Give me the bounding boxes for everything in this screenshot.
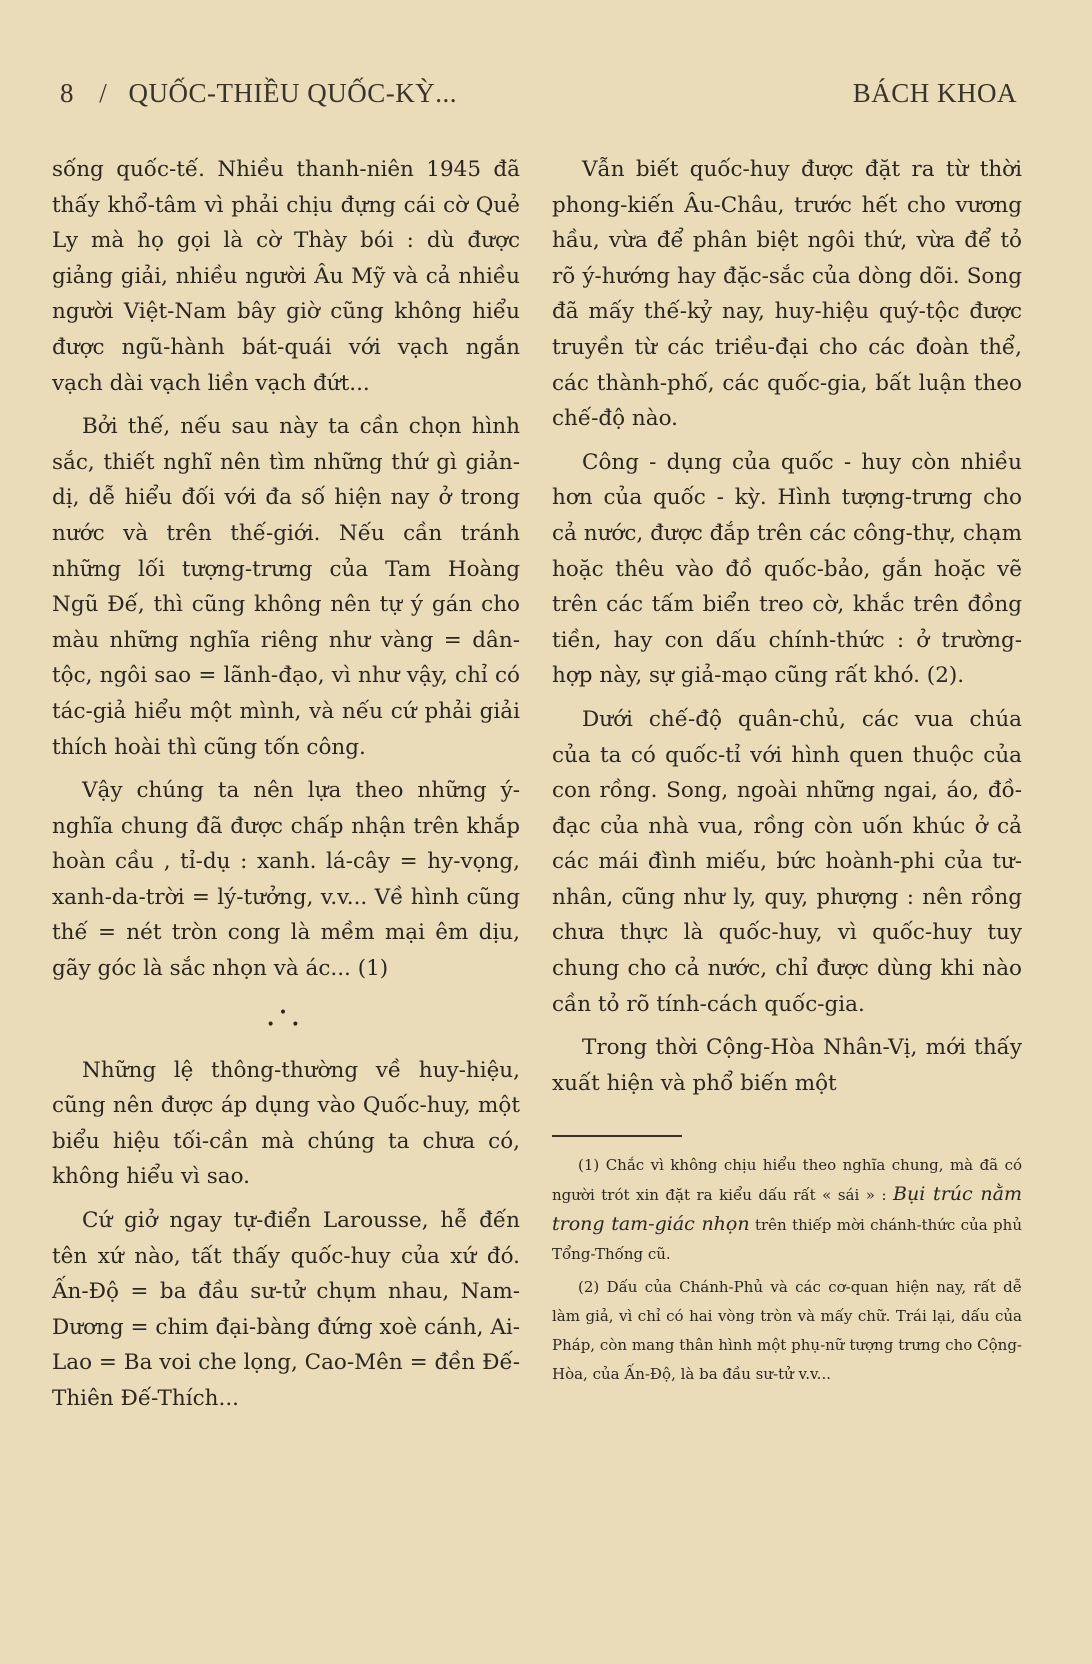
left-paragraph-4: Những lệ thông-thường về huy-hiệu, cũng nên được áp dụng vào Quốc-huy, một biểu hiệu tối-cần mà chúng ta chưa có, không hiểu vì sao. <box>52 1057 520 1190</box>
page-number: 8 <box>60 78 74 108</box>
right-paragraph-4: Trong thời Cộng-Hòa Nhân-Vị, mới thấy xuất hiện và phổ biến một <box>552 1035 1022 1096</box>
left-paragraph-2: Bởi thế, nếu sau này ta cần chọn hình sắc, thiết nghĩ nên tìm những thứ gì giản-dị, dễ hiểu đối với đa số hiện nay ở trong nước và trên thế-giới. Nếu cần tránh những lối tượng-trưng của Tam Hoàng Ngũ Đế, thì cũng không nên tự ý gán cho màu những nghĩa riêng như vàng = dân-tộc, ngôi sao = lãnh-đạo, vì như vậy, chỉ có tác-giả hiểu một mình, và nếu cứ phải giải thích hoài thì cũng tốn công. <box>52 414 520 760</box>
left-column <box>52 152 520 1417</box>
footnotes <box>552 1151 1022 1389</box>
left-paragraph-5: Cứ giở ngay tự-điển Larousse, hễ đến tên xứ nào, tất thấy quốc-huy của xứ đó. Ấn-Độ = ba đầu sư-tử chụm nhau, Nam-Dương = chim đại-bàng đứng xoè cánh, Ai-Lao = Ba voi che lọng, Cao-Mên = đền Đế-Thiên Đế-Thích... <box>52 1208 520 1411</box>
right-paragraph-1: Vẫn biết quốc-huy được đặt ra từ thời phong-kiến Âu-Châu, trước hết cho vương hầu, vừa để phân biệt ngôi thứ, vừa để tỏ rõ ý-hướng hay đặc-sắc của dòng dõi. Song đã mấy thế-kỷ nay, huy-hiệu quý-tộc được truyền từ các triều-đại cho các đoàn thể, các thành-phố, các quốc-gia, bất luận theo chế-độ nào. <box>552 157 1022 432</box>
separator-bottom: • • <box>266 1016 306 1033</box>
section-separator <box>52 1004 520 1033</box>
footnote-1-italic: Bụi trúc nằm trong tam-giác nhọn <box>552 1183 1022 1236</box>
footnote-1-tail: trên thiếp mời chánh-thức của phủ Tổng-Thống cũ. <box>552 1216 1022 1264</box>
left-paragraph-1: sống quốc-tế. Nhiều thanh-niên 1945 đã thấy khổ-tâm vì phải chịu đựng cái cờ Quẻ Ly mà họ gọi là cờ Thày bói : dù được giảng giải, nhiều người Âu Mỹ và cả nhiều người Việt-Nam bây giờ cũng không hiểu được ngũ-hành bát-quái với vạch ngắn vạch dài vạch liền vạch đứt... <box>52 157 520 396</box>
running-title: QUỐC-THIỀU QUỐC-KỲ... <box>128 78 457 108</box>
page-header <box>60 78 1017 118</box>
footnote-1-lead: (1) Chắc vì không chịu hiểu theo nghĩa chung, mà đã có người trót xin đặt ra kiểu dấu rất « sái » : <box>552 1156 1022 1205</box>
right-paragraph-2: Công - dụng của quốc - huy còn nhiều hơn của quốc - kỳ. Hình tượng-trưng cho cả nước, được đắp trên các công-thự, chạm hoặc thêu vào đồ quốc-bảo, gắn hoặc vẽ trên các tấm biển treo cờ, khắc trên đồng tiền, hay con dấu chính-thức : ở trường-hợp này, sự giả-mạo cũng rất khó. (2). <box>552 449 1022 689</box>
footnote-2: (2) Dấu của Chánh-Phủ và các cơ-quan hiện nay, rất dễ làm giả, vì chỉ có hai vòng tròn và mấy chữ. Trái lại, dấu của Pháp, còn mang thân hình một phụ-nữ tượng trưng cho Cộng-Hòa, của Ấn-Độ, là ba đầu sư-tử v.v... <box>552 1278 1022 1384</box>
left-paragraph-3: Vậy chúng ta nên lựa theo những ý-nghĩa chung đã được chấp nhận trên khắp hoàn cầu , tỉ-dụ : xanh. lá-cây = hy-vọng, xanh-da-trời = lý-tưởng, v.v... Về hình cũng thế = nét tròn cong là mềm mại êm dịu, gãy góc là sắc nhọn và ác... (1) <box>52 778 520 982</box>
right-column <box>552 152 1022 1389</box>
header-divider: / <box>99 78 108 108</box>
separator-top: • <box>278 1004 294 1021</box>
footnote-rule <box>552 1135 682 1137</box>
footnote-1 <box>552 1151 1022 1269</box>
right-paragraph-3: Dưới chế-độ quân-chủ, các vua chúa của ta có quốc-tỉ với hình quen thuộc của con rồng. Song, ngoài những ngai, áo, đồ-đạc của nhà vua, rồng còn uốn khúc ở cả các mái đình miếu, bức hoành-phi của tư-nhân, cũng như ly, quy, phượng : nên rồng chưa thực là quốc-huy, vì quốc-huy tuy chung cho cả nước, chỉ được dùng khi nào cần tỏ rõ tính-cách quốc-gia. <box>552 706 1022 1017</box>
header-left <box>60 78 457 109</box>
magazine-name: BÁCH KHOA <box>852 78 1017 108</box>
